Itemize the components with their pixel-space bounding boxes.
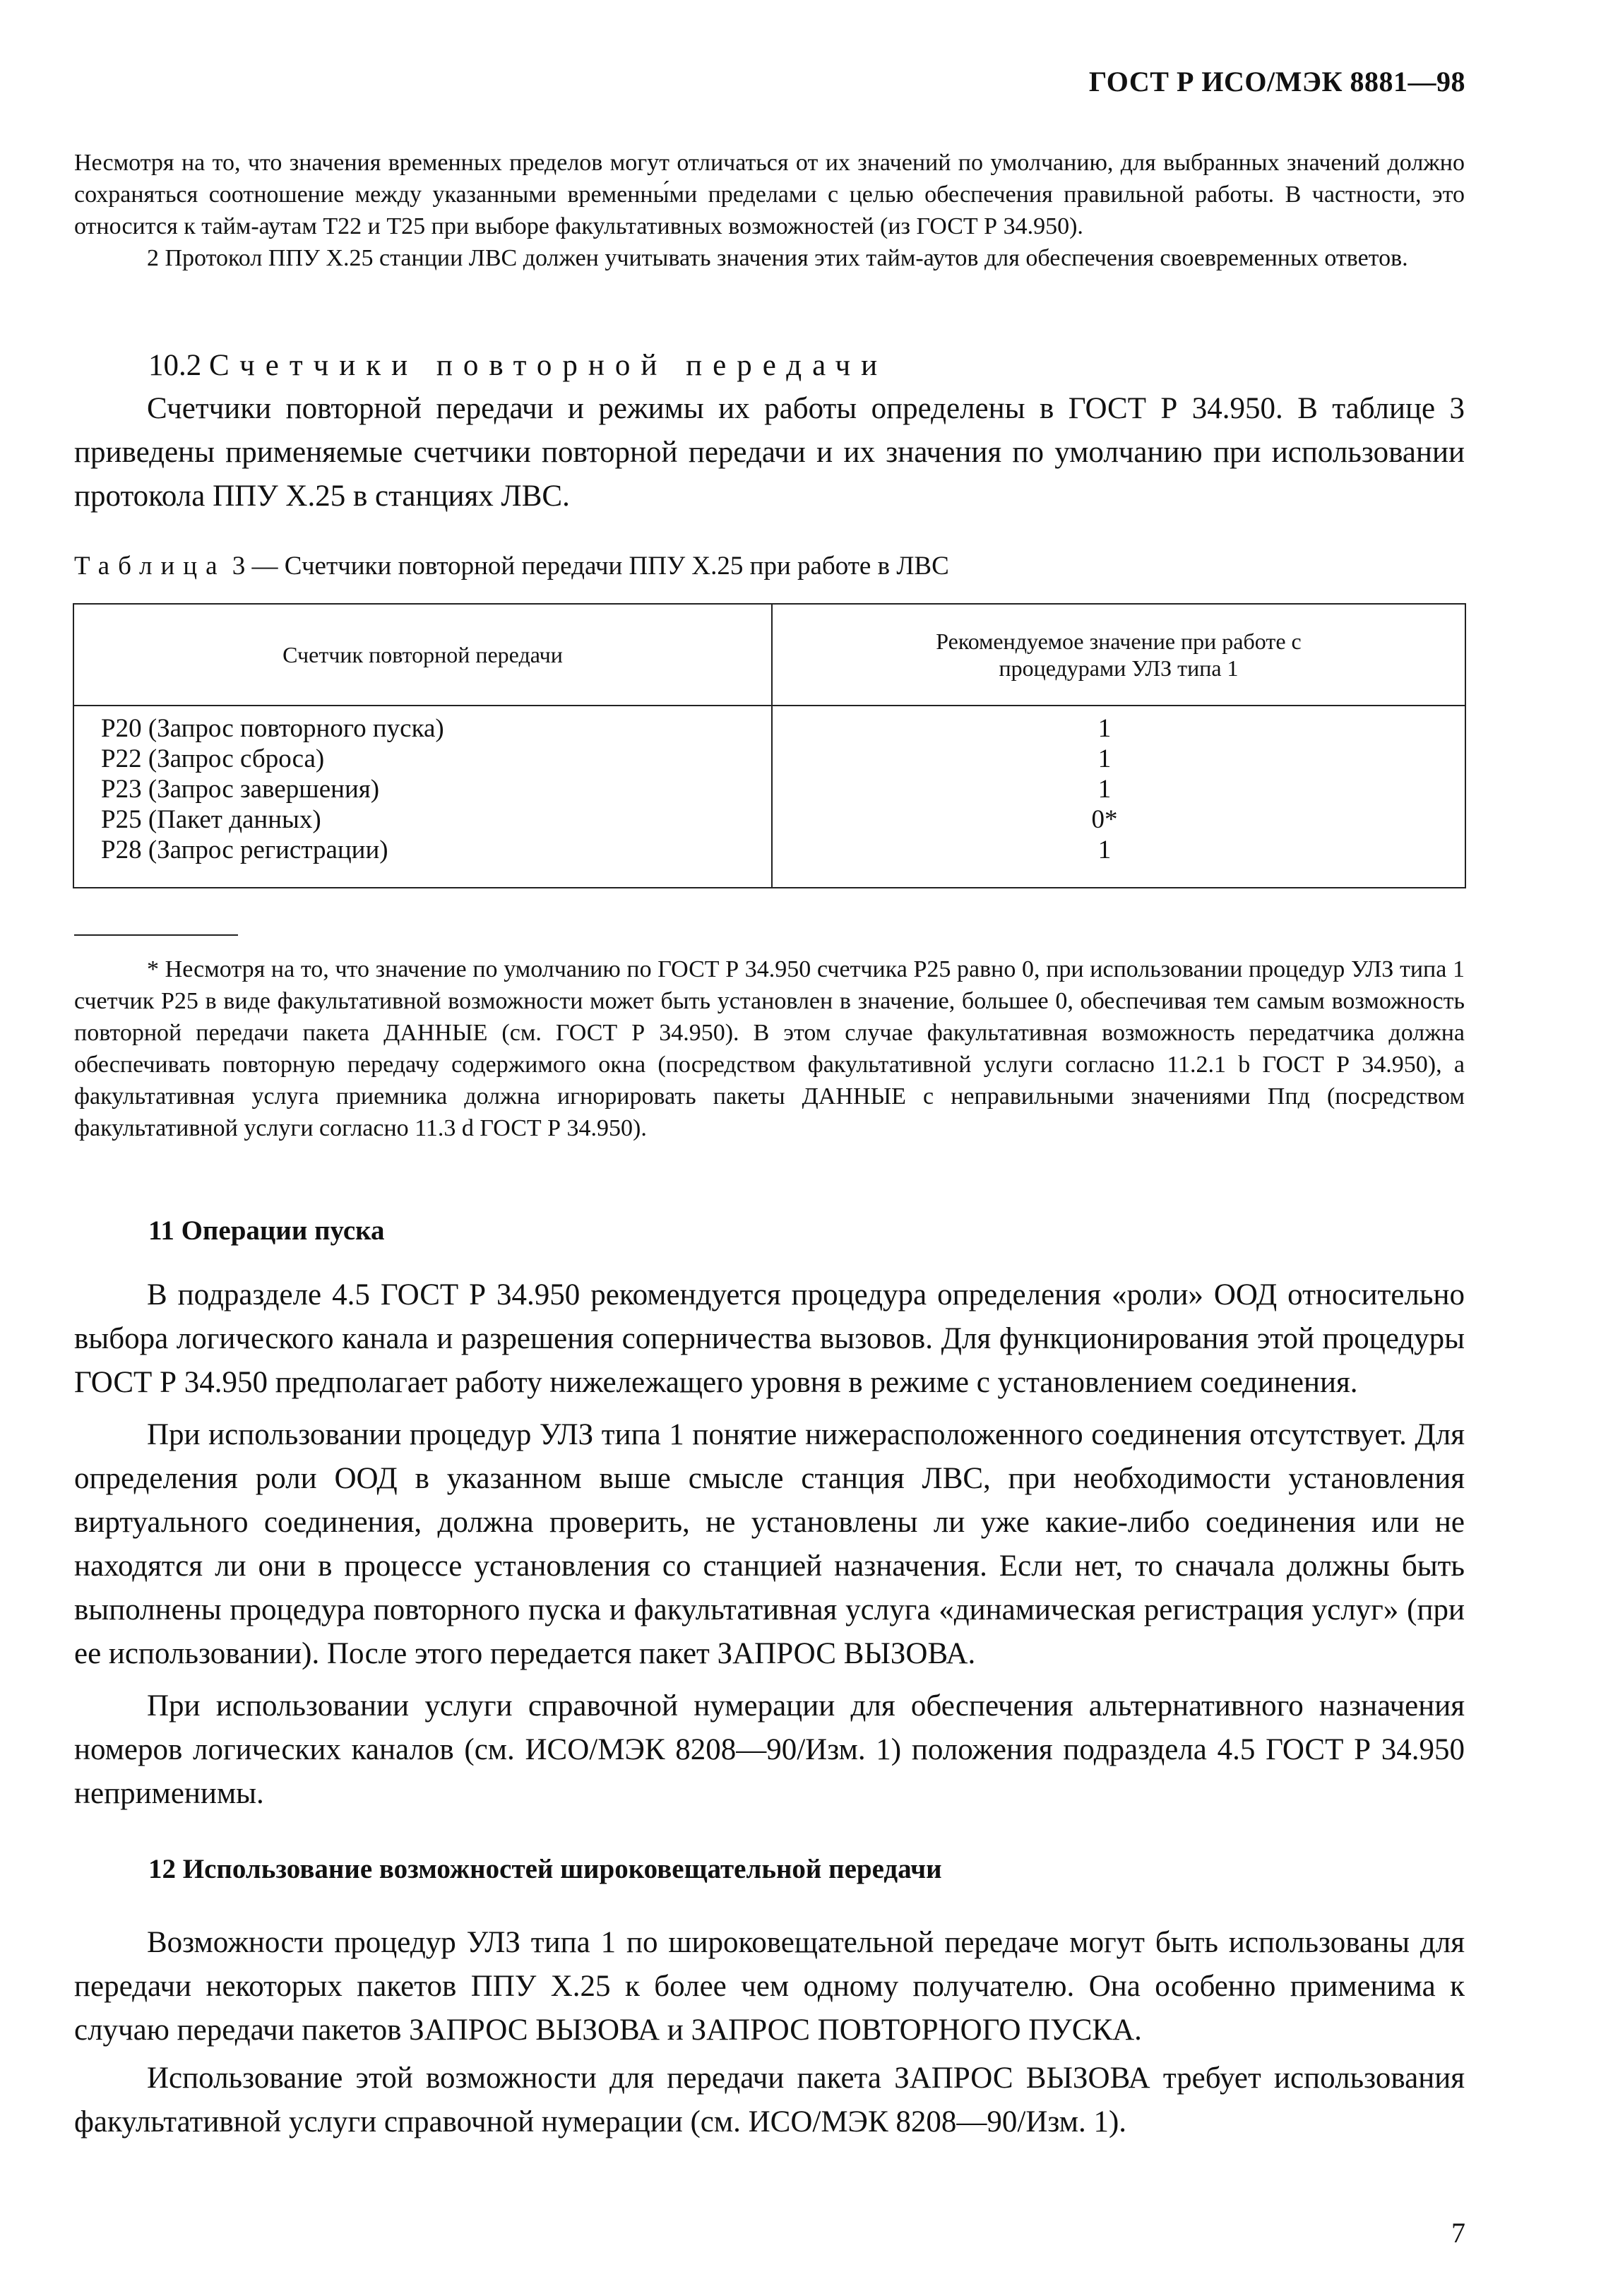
paragraph: Использование этой возможности для передачи пакета ЗАПРОС ВЫЗОВА требует использования факультативной услуги справочной нумерации (см. ИСО/МЭК 8208—90/Изм. 1). [74, 2062, 1465, 2139]
footnote [74, 953, 1465, 1144]
counter-value: 1 [1097, 775, 1112, 804]
table-caption-word: Таблица [74, 552, 226, 581]
paragraph: Счетчики повторной передачи и режимы их работы определены в ГОСТ Р 34.950. В таблице 3 приведены применяемые счетчики повторной передачи и их значения по умолчанию при использовании протокола ППУ X.25 в станциях ЛВС. [74, 392, 1465, 513]
note-1: Несмотря на то, что значения временных пределов могут отличаться от их значений по умолчанию, для выбранных значений должно сохраняться соотношение между указанными временны́ми пределами с целью обеспечения правильной работы. В частности, это относится к тайм-аутам Т22 и Т25 при выборе факультативных возможностей (из ГОСТ Р 34.950). [74, 150, 1465, 239]
table-caption-text: 3 — Счетчики повторной передачи ППУ X.25 при работе в ЛВС [232, 552, 949, 581]
footnote-divider [74, 934, 238, 936]
counter-value: 0* [1091, 805, 1118, 834]
paragraph: Возможности процедур УЛЗ типа 1 по широковещательной передаче могут быть использованы для передачи некоторых пакетов ППУ X.25 к более чем одному получателю. Она особенно применима к случаю передачи пакетов ЗАПРОС ВЫЗОВА и ЗАПРОС ПОВТОРНОГО ПУСКА. [74, 1926, 1465, 2047]
counter-values-cell [772, 706, 1465, 888]
section-12-heading: 12 Использование возможностей широковещательной передачи [148, 1854, 942, 1884]
page-number: 7 [1451, 2217, 1465, 2249]
subsection-heading-10-2 [148, 345, 888, 387]
subsection-number: 10.2 [148, 349, 202, 382]
table-header-row [73, 604, 1465, 706]
section-11-heading: 11 Операции пуска [148, 1215, 385, 1246]
paragraph: При использовании процедур УЛЗ типа 1 понятие нижерасположенного соединения отсутствует. Для определения роли ООД в указанном выше смысле станция ЛВС, при необходимости установления виртуального соединения, должна проверить, не установлены ли уже какие-либо соединения или не находятся ли они в процессе установления со станцией назначения. Если нет, то сначала должны быть выполнены процедура повторного пуска и факультативная услуга «динамическая регистрация услуг» (при ее использовании). После этого передается пакет ЗАПРОС ВЫЗОВА. [74, 1418, 1465, 1670]
section-11-body [74, 1273, 1465, 1816]
counter-name: Р25 (Пакет данных) [101, 805, 321, 834]
counter-value: 1 [1097, 714, 1112, 743]
counter-value: 1 [1097, 835, 1112, 864]
table-header-counter [73, 604, 772, 706]
paragraph: При использовании услуги справочной нумерации для обеспечения альтернативного назначения номеров логических каналов (см. ИСО/МЭК 8208—90/Изм. 1) положения подраздела 4.5 ГОСТ Р 34.950 неприменимы. [74, 1689, 1465, 1810]
subsection-title: Счетчики повторной передачи [209, 349, 888, 382]
header-text: Рекомендуемое значение при работе с процедурами УЛЗ типа 1 [936, 629, 1302, 681]
table-header-value [772, 604, 1465, 706]
counter-name: Р23 (Запрос завершения) [101, 775, 380, 804]
page-header: ГОСТ Р ИСО/МЭК 8881—98 [1088, 66, 1465, 97]
notes-block [74, 147, 1465, 274]
footnote-text: * Несмотря на то, что значение по умолчанию по ГОСТ Р 34.950 счетчика Р25 равно 0, при использовании процедур УЛЗ типа 1 счетчик Р25 в виде факультативной возможности может быть установлен в значение, большее 0, обеспечивая тем самым возможность повторной передачи пакета ДАННЫЕ (см. ГОСТ Р 34.950). В этом случае факультативная возможность передатчика должна обеспечивать повторную передачу содержимого окна (посредством факультативной услуги согласно 11.2.1 b ГОСТ Р 34.950), а факультативная услуга приемника должна игнорировать пакеты ДАННЫЕ с неправильными значениями Ппд (посредством факультативной услуги согласно 11.3 d ГОСТ Р 34.950). [74, 956, 1465, 1141]
table-body-row [73, 706, 1465, 888]
counter-value: 1 [1097, 744, 1112, 773]
counter-names-cell [73, 706, 772, 888]
counter-name: Р22 (Запрос сброса) [101, 744, 325, 773]
note-2: 2 Протокол ППУ X.25 станции ЛВС должен учитывать значения этих тайм-аутов для обеспечения своевременных ответов. [147, 245, 1408, 271]
section-12-body [74, 1921, 1465, 2144]
counters-table [73, 603, 1466, 888]
table-caption [74, 550, 949, 582]
subsection-10-2-body [74, 387, 1465, 518]
header-text: Счетчик повторной передачи [282, 642, 563, 667]
counter-name: Р20 (Запрос повторного пуска) [101, 714, 444, 743]
paragraph: В подразделе 4.5 ГОСТ Р 34.950 рекомендуется процедура определения «роли» ООД относительно выбора логического канала и разрешения соперничества вызовов. Для функционирования этой процедуры ГОСТ Р 34.950 предполагает работу нижележащего уровня в режиме с установлением соединения. [74, 1278, 1465, 1399]
counter-name: Р28 (Запрос регистрации) [101, 835, 388, 864]
